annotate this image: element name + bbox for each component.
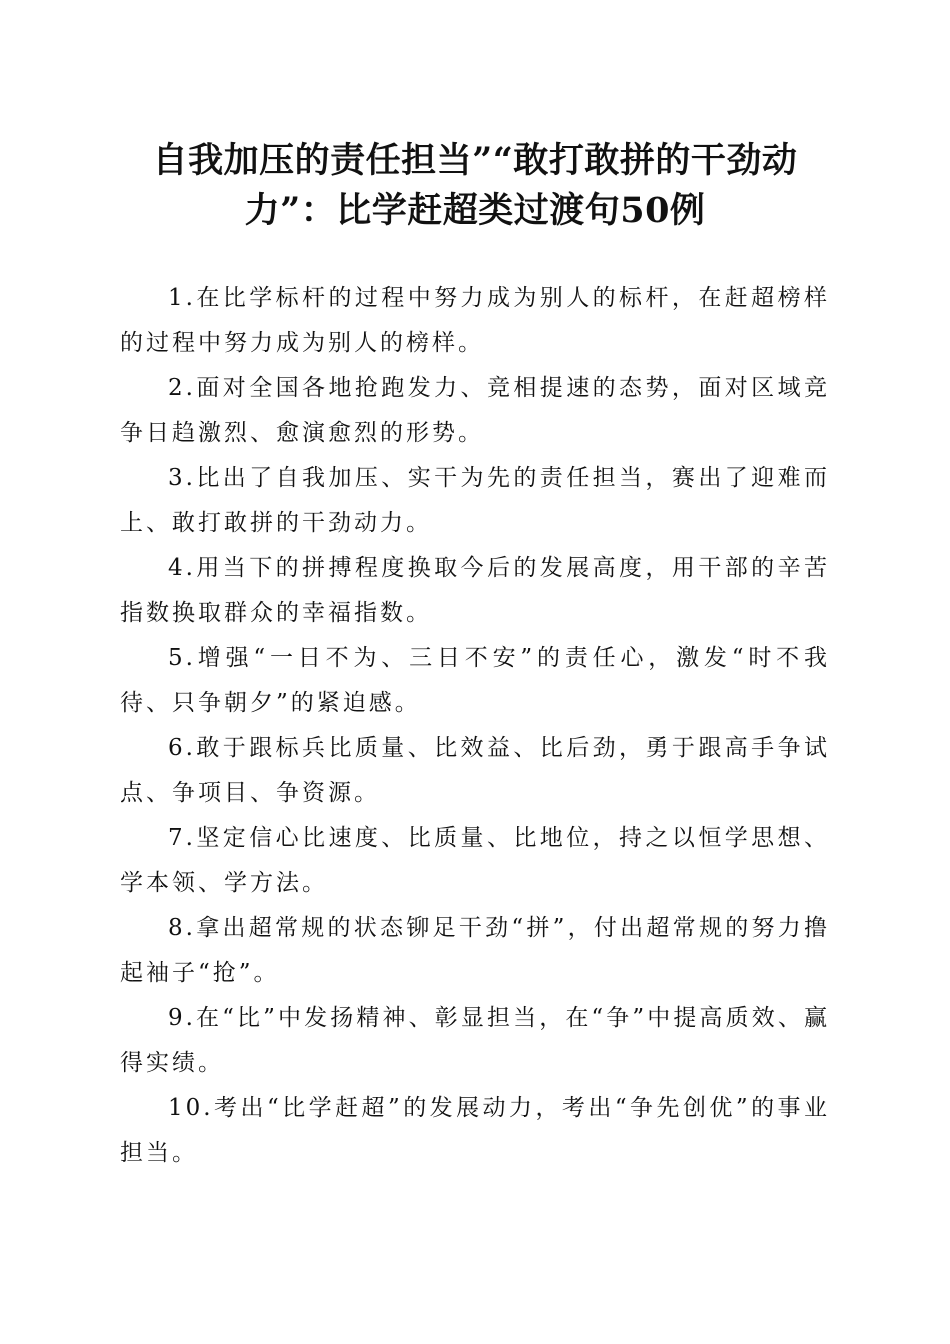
list-item-9: 9.在“比”中发扬精神、彰显担当，在“争”中提高质效、赢得实绩。 <box>120 1005 830 1076</box>
list-item-2: 2.面对全国各地抢跑发力、竞相提速的态势，面对区域竞争日趋激烈、愈演愈烈的形势。 <box>120 375 830 446</box>
list-item-10: 10.考出“比学赶超”的发展动力，考出“争先创优”的事业担当。 <box>120 1095 830 1166</box>
list-item-3: 3.比出了自我加压、实干为先的责任担当，赛出了迎难而上、敢打敢拼的干劲动力。 <box>120 465 830 536</box>
title-line-2: 力”：比学赶超类过渡句50例 <box>244 190 706 231</box>
list-item-7: 7.坚定信心比速度、比质量、比地位，持之以恒学思想、学本领、学方法。 <box>120 825 830 896</box>
list-item-8: 8.拿出超常规的状态铆足干劲“拼”，付出超常规的努力撸起袖子“抢”。 <box>120 915 830 986</box>
document-body <box>120 276 830 1176</box>
list-item-1: 1.在比学标杆的过程中努力成为别人的标杆，在赶超榜样的过程中努力成为别人的榜样。 <box>120 285 830 356</box>
title-line-1: 自我加压的责任担当”“敢打敢拼的干劲动 <box>152 140 798 181</box>
document-title <box>100 136 850 236</box>
list-item-6: 6.敢于跟标兵比质量、比效益、比后劲，勇于跟高手争试点、争项目、争资源。 <box>120 735 830 806</box>
list-item-4: 4.用当下的拼搏程度换取今后的发展高度，用干部的辛苦指数换取群众的幸福指数。 <box>120 555 830 626</box>
list-item-5: 5.增强“一日不为、三日不安”的责任心，激发“时不我待、只争朝夕”的紧迫感。 <box>120 645 830 716</box>
